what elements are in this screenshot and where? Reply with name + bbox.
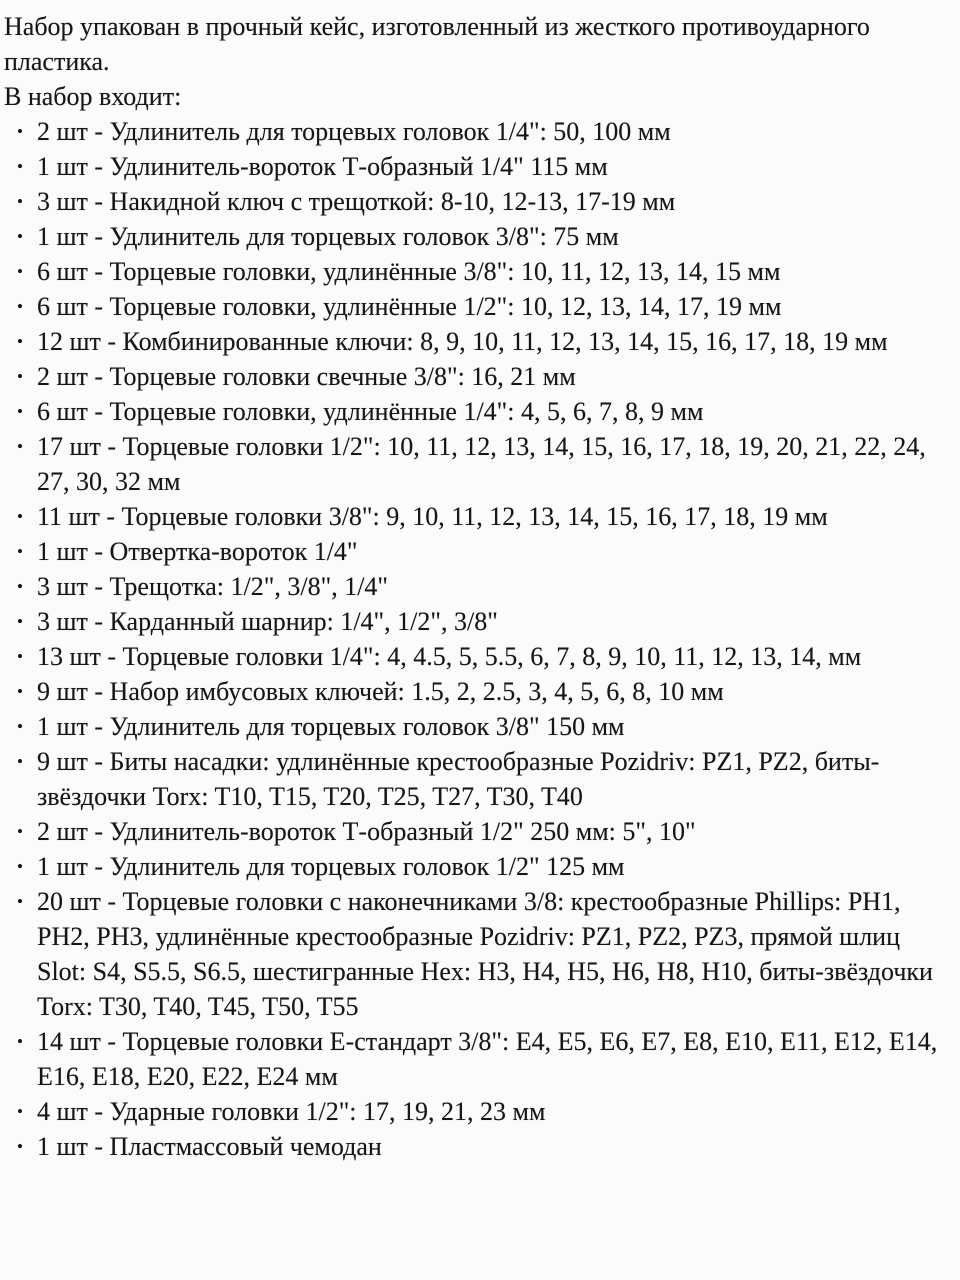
list-item-text: 4 шт - Ударные головки 1/2": 17, 19, 21, 23 мм <box>37 1097 546 1126</box>
list-item-text: 6 шт - Торцевые головки, удлинённые 1/2": 10, 12, 13, 14, 17, 19 мм <box>37 292 782 321</box>
bullet-icon: • <box>17 1102 23 1121</box>
list-item-text: 3 шт - Накидной ключ с трещоткой: 8-10, 12-13, 17-19 мм <box>37 187 676 216</box>
bullet-icon: • <box>17 192 23 211</box>
bullet-icon: • <box>17 612 23 631</box>
bullet-icon: • <box>17 1032 23 1051</box>
bullet-icon: • <box>17 437 23 456</box>
list-item-text: 1 шт - Пластмассовый чемодан <box>37 1132 382 1161</box>
list-item-text: 6 шт - Торцевые головки, удлинённые 3/8": 10, 11, 12, 13, 14, 15 мм <box>37 257 781 286</box>
list-item-text: 2 шт - Торцевые головки свечные 3/8": 16, 21 мм <box>37 362 576 391</box>
list-item <box>4 534 952 569</box>
list-item-text: 13 шт - Торцевые головки 1/4": 4, 4.5, 5, 5.5, 6, 7, 8, 9, 10, 11, 12, 13, 14, мм <box>37 642 862 671</box>
list-item <box>4 184 952 219</box>
list-item <box>4 884 952 1024</box>
list-item-text: 2 шт - Удлинитель для торцевых головок 1/4": 50, 100 мм <box>37 117 671 146</box>
bullet-icon: • <box>17 717 23 736</box>
list-item-text: 11 шт - Торцевые головки 3/8": 9, 10, 11, 12, 13, 14, 15, 16, 17, 18, 19 мм <box>37 502 828 531</box>
list-item <box>4 709 952 744</box>
list-item-text: 14 шт - Торцевые головки Е-стандарт 3/8": E4, E5, E6, E7, E8, E10, E11, E12, E14, E16, E18, E20, E22, E24 мм <box>37 1027 938 1091</box>
bullet-icon: • <box>17 332 23 351</box>
list-item-text: 1 шт - Удлинитель для торцевых головок 3/8": 75 мм <box>37 222 619 251</box>
list-item <box>4 639 952 674</box>
list-item <box>4 1024 952 1094</box>
list-item-text: 17 шт - Торцевые головки 1/2": 10, 11, 12, 13, 14, 15, 16, 17, 18, 19, 20, 21, 22, 24, 27, 30, 32 мм <box>37 432 926 496</box>
list-item <box>4 604 952 639</box>
bullet-icon: • <box>17 157 23 176</box>
list-item-text: 20 шт - Торцевые головки с наконечниками 3/8: крестообразные Phillips: PH1, PH2, PH3, удлинённые крестообразные Pozidriv: PZ1, PZ2, PZ3, прямой шлиц Slot: S4, S5.5, S6.5, шестигранные Hex: H3, H4, H5, H6, H8, H10, биты-звёздочки Torx: T30, T40, T45, T50, T55 <box>37 887 933 1021</box>
list-item <box>4 1129 952 1164</box>
bullet-icon: • <box>17 682 23 701</box>
list-item <box>4 254 952 289</box>
bullet-icon: • <box>17 367 23 386</box>
list-item <box>4 499 952 534</box>
list-item-text: 12 шт - Комбинированные ключи: 8, 9, 10, 11, 12, 13, 14, 15, 16, 17, 18, 19 мм <box>37 327 888 356</box>
list-item-text: 9 шт - Набор имбусовых ключей: 1.5, 2, 2.5, 3, 4, 5, 6, 8, 10 мм <box>37 677 724 706</box>
bullet-icon: • <box>17 752 23 771</box>
list-item <box>4 289 952 324</box>
list-item-text: 1 шт - Удлинитель-вороток Т-образный 1/4" 115 мм <box>37 152 608 181</box>
bullet-icon: • <box>17 822 23 841</box>
bullet-icon: • <box>17 227 23 246</box>
bullet-icon: • <box>17 297 23 316</box>
list-item <box>4 744 952 814</box>
list-item <box>4 394 952 429</box>
list-item-text: 3 шт - Трещотка: 1/2", 3/8", 1/4" <box>37 572 389 601</box>
list-item <box>4 324 952 359</box>
list-item <box>4 114 952 149</box>
list-header: В набор входит: <box>4 82 182 111</box>
list-item <box>4 1094 952 1129</box>
bullet-icon: • <box>17 122 23 141</box>
bullet-icon: • <box>17 402 23 421</box>
list-item <box>4 219 952 254</box>
bullet-icon: • <box>17 857 23 876</box>
list-item <box>4 429 952 499</box>
bullet-icon: • <box>17 542 23 561</box>
list-item-text: 6 шт - Торцевые головки, удлинённые 1/4": 4, 5, 6, 7, 8, 9 мм <box>37 397 704 426</box>
list-item-text: 1 шт - Удлинитель для торцевых головок 3/8" 150 мм <box>37 712 625 741</box>
bullet-icon: • <box>17 577 23 596</box>
list-item <box>4 149 952 184</box>
list-item <box>4 569 952 604</box>
list-item-text: 3 шт - Карданный шарнир: 1/4", 1/2", 3/8" <box>37 607 498 636</box>
list-item <box>4 359 952 394</box>
list-item-text: 1 шт - Отвертка-вороток 1/4" <box>37 537 358 566</box>
contents-list <box>4 114 952 1164</box>
bullet-icon: • <box>17 507 23 526</box>
intro-paragraph: Набор упакован в прочный кейс, изготовленный из жесткого противоударного пластика. <box>4 12 870 76</box>
bullet-icon: • <box>17 1137 23 1156</box>
bullet-icon: • <box>17 647 23 666</box>
list-item <box>4 814 952 849</box>
bullet-icon: • <box>17 892 23 911</box>
list-item-text: 1 шт - Удлинитель для торцевых головок 1/2" 125 мм <box>37 852 625 881</box>
list-item <box>4 849 952 884</box>
list-item-text: 9 шт - Биты насадки: удлинённые крестообразные Pozidriv: PZ1, PZ2, биты-звёздочки Torx: T10, T15, T20, T25, T27, T30, T40 <box>37 747 880 811</box>
list-item <box>4 674 952 709</box>
bullet-icon: • <box>17 262 23 281</box>
list-item-text: 2 шт - Удлинитель-вороток Т-образный 1/2" 250 мм: 5", 10" <box>37 817 696 846</box>
